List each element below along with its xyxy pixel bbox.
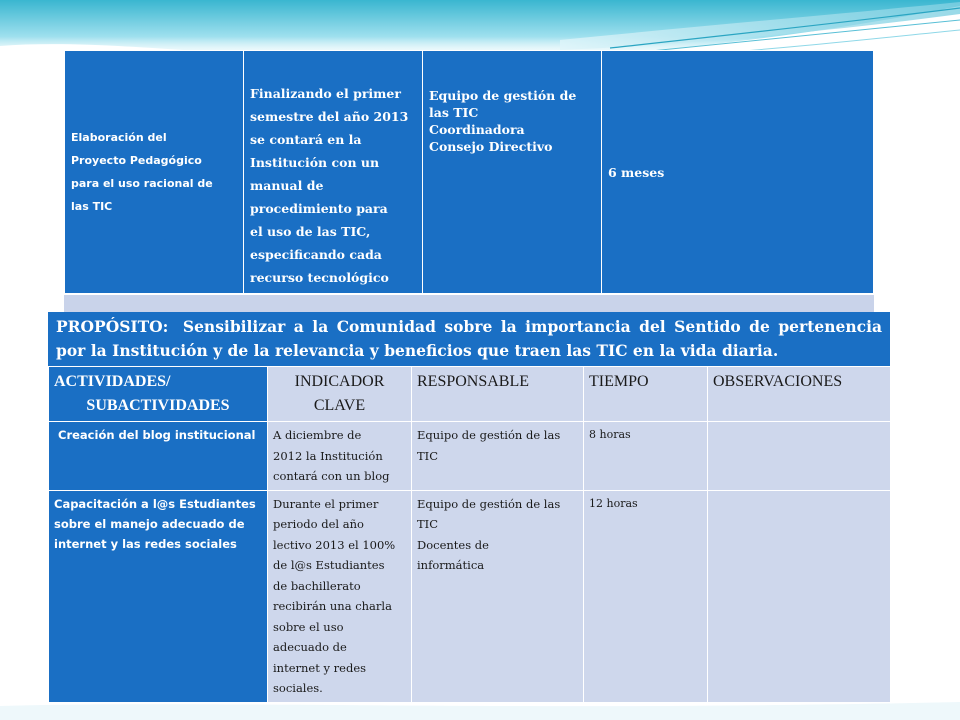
top-activity-row [65, 51, 874, 294]
top-activity-cell [65, 51, 244, 294]
top-activity-line: Proyecto Pedagógico [71, 154, 202, 167]
time-cell: 12 horas [584, 490, 708, 702]
top-indicator-line: procedimiento para [250, 201, 388, 216]
indicator-line: recibirán una charla [273, 599, 392, 613]
top-indicator-line: Institución con un [250, 155, 380, 170]
indicator-line: 2012 la Institución [273, 448, 383, 463]
responsible-cell [412, 490, 584, 702]
indicator-line: A diciembre de [273, 428, 362, 442]
table-header-row [49, 367, 891, 422]
top-responsible-line: Coordinadora [429, 122, 525, 137]
indicator-line: de l@s Estudiantes [273, 558, 385, 572]
header-indicator [268, 367, 412, 422]
activity-text: Capacitación a l@s Estudiantes sobre el manejo adecuado de internet y las redes sociales [54, 496, 256, 551]
top-activity-table [64, 50, 874, 294]
responsible-line: informática [417, 558, 485, 572]
top-indicator-line: Finalizando el primer [250, 86, 401, 101]
indicator-line: internet y redes [273, 660, 367, 675]
responsible-line: TIC [417, 517, 439, 531]
observations-cell [708, 490, 891, 702]
responsible-cell [412, 422, 584, 491]
top-indicator-line: especificando cada [250, 247, 382, 262]
purpose-label: PROPÓSITO: [56, 317, 169, 336]
top-responsible-cell [423, 51, 602, 294]
top-indicator-line: semestre del año 2013 [250, 109, 409, 124]
header-activities-line: ACTIVIDADES/ [54, 373, 171, 390]
top-indicator-line: recurso tecnológico [250, 270, 389, 285]
top-indicator-cell [244, 51, 423, 294]
indicator-line: Durante el primer [273, 496, 379, 511]
header-indicator-line: INDICADOR [294, 373, 385, 390]
responsible-line: TIC [417, 448, 439, 463]
top-responsible-line: Consejo Directivo [429, 139, 553, 154]
indicator-line: sobre el uso [273, 619, 344, 634]
responsible-line: Equipo de gestión de las [417, 428, 561, 442]
indicator-line: periodo del año [273, 517, 364, 531]
bottom-wave-shape [0, 702, 960, 720]
header-observations: OBSERVACIONES [708, 367, 891, 422]
observations-cell [708, 422, 891, 491]
indicator-cell [268, 422, 412, 491]
activity-cell [49, 422, 268, 491]
indicator-line: de bachillerato [273, 578, 361, 593]
header-responsible: RESPONSABLE [412, 367, 584, 422]
top-indicator-line: el uso de las TIC, [250, 224, 371, 239]
top-table-bottom-strip [64, 295, 874, 313]
top-activity-line: las TIC [71, 200, 113, 213]
top-activity-line: Elaboración del [71, 131, 167, 144]
indicator-cell [268, 490, 412, 702]
purpose-text: Sensibilizar a la Comunidad sobre la importancia del Sentido de pertenencia por la Institución y de la relevancia y beneficios que traen las TIC en la vida diaria. [56, 317, 882, 360]
indicator-line: adecuado de [273, 640, 347, 654]
responsible-line: Equipo de gestión de las [417, 496, 561, 511]
top-activity-line: para el uso racional de [71, 177, 213, 190]
top-time-cell: 6 meses [602, 51, 874, 294]
header-activities [49, 367, 268, 422]
time-cell: 8 horas [584, 422, 708, 491]
purpose-banner [48, 312, 890, 366]
top-indicator-line: manual de [250, 178, 324, 193]
table-row [49, 490, 891, 702]
table-row [49, 422, 891, 491]
header-indicator-line: CLAVE [313, 397, 366, 414]
activity-text: Creación del blog institucional [58, 428, 256, 442]
indicator-line: contará con un blog [273, 469, 390, 483]
indicator-line: sociales. [273, 681, 323, 695]
responsible-line: Docentes de [417, 537, 489, 552]
top-responsible-line: Equipo de gestión de [429, 88, 577, 103]
top-responsible-line: las TIC [429, 105, 479, 120]
activity-cell [49, 490, 268, 702]
top-indicator-line: se contará en la [250, 132, 362, 147]
indicator-line: lectivo 2013 el 100% [273, 537, 396, 552]
header-time: TIEMPO [584, 367, 708, 422]
header-activities-line: SUBACTIVIDADES [86, 397, 230, 414]
activities-table [48, 366, 891, 703]
